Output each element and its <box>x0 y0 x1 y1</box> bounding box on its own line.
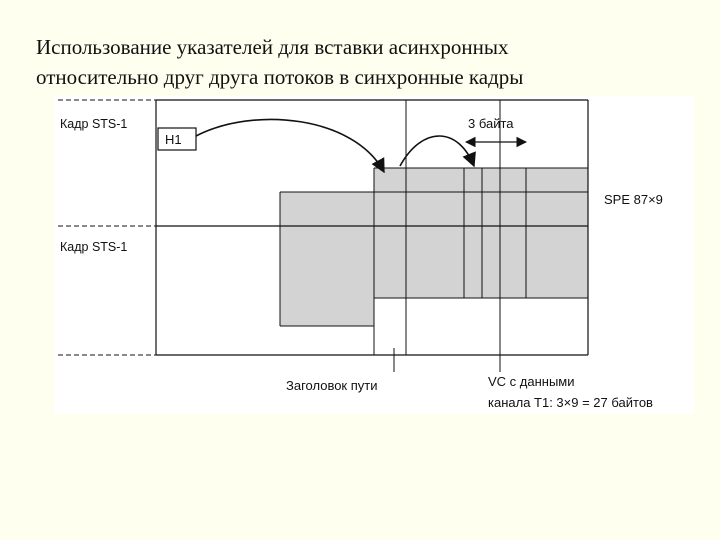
vc-label-line2: канала T1: 3×9 = 27 байтов <box>488 395 653 410</box>
path-overhead-label: Заголовок пути <box>286 378 378 393</box>
spe-label: SPE 87×9 <box>604 192 663 207</box>
three-bytes-label: 3 байта <box>468 116 514 131</box>
h1-pointer-label: H1 <box>165 132 182 147</box>
frame2-label: Кадр STS-1 <box>60 240 128 254</box>
slide-title-line-1: Использование указателей для вставки асинхронных <box>36 35 509 59</box>
three-byte-slot <box>482 168 526 192</box>
pointer-arrow-curve <box>196 119 384 172</box>
pointer-diagram-svg <box>54 96 694 414</box>
frame1-label: Кадр STS-1 <box>60 117 128 131</box>
spe-shaded-block-upper <box>280 192 588 298</box>
spe-shaded-block-lower <box>280 298 374 326</box>
slide-title <box>36 32 686 92</box>
slide-title-line-2: относительно друг друга потоков в синхронные кадры <box>36 65 524 89</box>
vc-label-line1: VC с данными <box>488 374 575 389</box>
pointer-arrow-curve-2 <box>400 136 474 166</box>
pointer-diagram <box>54 96 694 414</box>
